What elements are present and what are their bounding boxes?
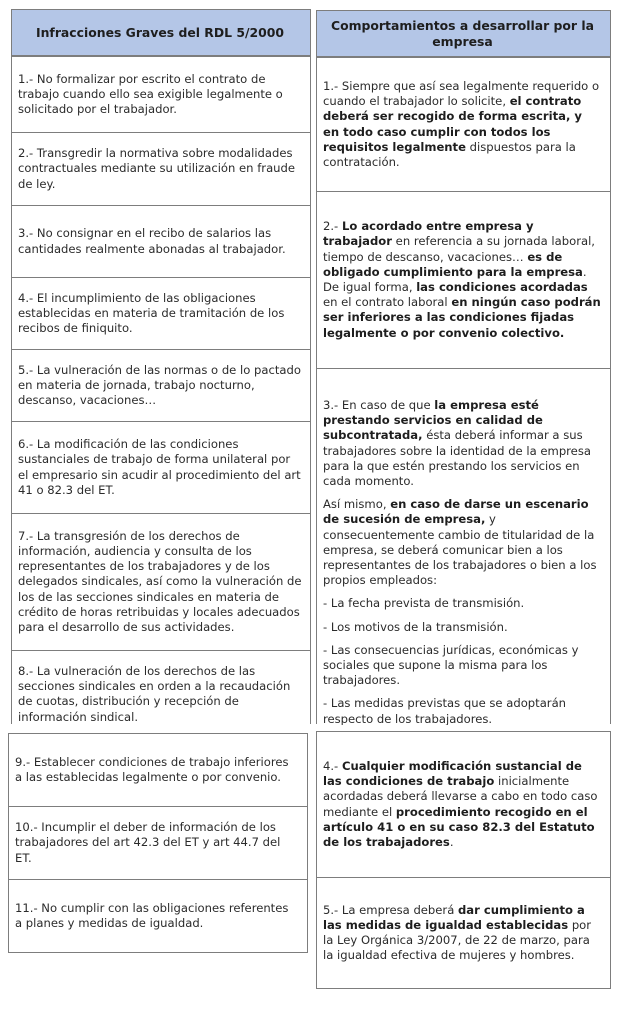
infraction-row-5 [12, 350, 310, 422]
infraction-row-2 [12, 133, 310, 206]
bold-text-run: procedimiento recogido en el artículo 41 o en su caso 82.3 del Estatuto de los trabajadores [323, 804, 595, 849]
left-table-segment-2 [8, 733, 308, 953]
behavior-paragraph [323, 497, 602, 588]
left-table-header [12, 10, 310, 57]
infraction-row-10 [9, 807, 307, 880]
text-run: Así mismo, [323, 497, 391, 512]
bold-text-run: la empresa esté prestando servicios en calidad de subcontratada, [323, 398, 543, 443]
text-run: - Las medidas previstas que se adoptarán respecto de los trabajadores. [323, 696, 567, 725]
text-run: ésta deberá informar a sus trabajadores sobre la identidad de la empresa para la que estén prestando los servicios en cada momento. [323, 428, 591, 489]
bold-text-run: dar cumplimiento a las medidas de igualdad establecidas [323, 902, 585, 932]
infraction-row-8 [12, 651, 310, 725]
infraction-text: 8.- La vulneración de los derechos de las secciones sindicales en orden a la recaudación de cuotas, distribución y recepción de información sindical. [18, 664, 291, 724]
text-run: inicialmente acordadas deberá llevarse a cabo en todo caso mediante el [323, 774, 598, 819]
behavior-paragraph [323, 620, 602, 635]
behavior-content [323, 398, 602, 725]
left-table-segment-1 [11, 9, 311, 724]
text-run: - Las consecuencias jurídicas, económicas y sociales que supone la misma para los trabajadores. [323, 642, 579, 688]
text-run: 1.- Siempre que así sea legalmente requerido o cuando el trabajador lo solicite, [323, 78, 600, 109]
infraction-text: 9.- Establecer condiciones de trabajo inferiores a las establecidas legalmente o por convenio. [15, 754, 289, 784]
bold-text-run: es de obligado cumplimiento para la empresa [323, 249, 583, 279]
behavior-row-4 [317, 732, 610, 878]
bold-text-run: en ningún caso podrán ser inferiores a las condiciones fijadas legalmente o por convenio colectivo. [323, 295, 601, 340]
behavior-row-3 [317, 369, 610, 725]
right-table-segment-2 [316, 731, 611, 989]
bold-text-run: el contrato deberá ser recogido de forma escrita, y en todo caso cumplir con todos los requisitos legalmente [323, 94, 582, 154]
behavior-paragraph [323, 219, 602, 341]
behavior-row-2 [317, 192, 610, 369]
infraction-text: 1.- No formalizar por escrito el contrato de trabajo cuando ello sea exigible legalmente o solicitado por el trabajador. [18, 71, 283, 117]
behavior-paragraph [323, 398, 602, 489]
text-run: dispuestos para la contratación. [323, 139, 576, 169]
infraction-text: 6.- La modificación de las condiciones sustanciales de trabajo de forma unilateral por el empresario sin acudir al procedimiento del art 41 o 82.3 del ET. [18, 437, 301, 497]
behavior-row-5 [317, 878, 610, 988]
left-header-text: Infracciones Graves del RDL 5/2000 [36, 24, 284, 40]
text-run: - La fecha prevista de transmisión. [323, 596, 525, 611]
infraction-text: 3.- No consignar en el recibo de salarios las cantidades realmente abonadas al trabajador. [18, 226, 286, 256]
text-run: . [449, 834, 454, 849]
bold-text-run: Lo acordado entre empresa y trabajador [323, 219, 534, 249]
infraction-text: 7.- La transgresión de los derechos de información, audiencia y consulta de los representantes de los trabajadores y de los delegados sindicales, así como la vulneración de los de las secciones sindicales en materia de crédito de horas retribuidas y locales adecuados para el desarrollo de sus actividades. [18, 528, 302, 634]
behavior-row-1 [317, 58, 610, 192]
infraction-row-7 [12, 514, 310, 651]
infraction-text: 5.- La vulneración de las normas o de lo pactado en materia de jornada, trabajo nocturno, descanso, vacaciones… [18, 362, 301, 408]
behavior-paragraph [323, 596, 602, 611]
text-run: 5.- La empresa deberá [323, 902, 458, 917]
infraction-row-11 [9, 880, 307, 952]
text-run: en referencia a su jornada laboral, tiempo de descanso, vacaciones… [323, 234, 595, 264]
right-table-segment-1 [316, 10, 611, 724]
text-run: 3.- En caso de que [323, 398, 435, 412]
behavior-paragraph [323, 79, 602, 170]
text-run: . De igual forma, [323, 264, 587, 294]
text-run: 4.- [323, 758, 342, 773]
infraction-row-6 [12, 422, 310, 514]
infraction-text: 4.- El incumplimiento de las obligaciones establecidas en materia de tramitación de los recibos de finiquito. [18, 290, 285, 336]
infraction-row-1 [12, 57, 310, 133]
infraction-row-4 [12, 278, 310, 350]
text-run: 2.- [323, 219, 342, 234]
behavior-content [323, 219, 602, 341]
behavior-paragraph [323, 903, 602, 964]
behavior-content [323, 759, 602, 850]
right-table-header [317, 11, 610, 58]
bold-text-run: las condiciones acordadas [416, 280, 588, 294]
text-run: por la Ley Orgánica 3/2007, de 22 de marzo, para la igualdad efectiva de mujeres y hombres. [323, 917, 592, 963]
infraction-text: 10.- Incumplir el deber de información de los trabajadores del art 42.3 del ET y art 44.7 del ET. [15, 820, 281, 865]
text-run: - Los motivos de la transmisión. [323, 619, 508, 634]
infraction-row-9 [9, 734, 307, 807]
infraction-text: 11.- No cumplir con las obligaciones referentes a planes y medidas de igualdad. [15, 900, 289, 930]
bold-text-run: Cualquier modificación sustancial de las condiciones de trabajo [323, 758, 582, 789]
behavior-paragraph [323, 759, 602, 850]
bold-text-run: en caso de darse un escenario de sucesión de empresa, [323, 497, 589, 527]
behavior-paragraph [323, 696, 602, 725]
infraction-text: 2.- Transgredir la normativa sobre modalidades contractuales mediante su utilización en fraude de ley. [18, 146, 296, 191]
behavior-paragraph [323, 643, 602, 689]
infraction-row-3 [12, 206, 310, 278]
behavior-content [323, 903, 602, 964]
text-run: en el contrato laboral [323, 295, 452, 310]
text-run: y consecuentemente cambio de titularidad de la empresa, se deberá comunicar bien a los representantes de los trabajadores o bien a los propios empleados: [323, 512, 597, 588]
behavior-content [323, 79, 602, 170]
right-header-text: Comportamientos a desarrollar por la empresa [331, 17, 594, 49]
